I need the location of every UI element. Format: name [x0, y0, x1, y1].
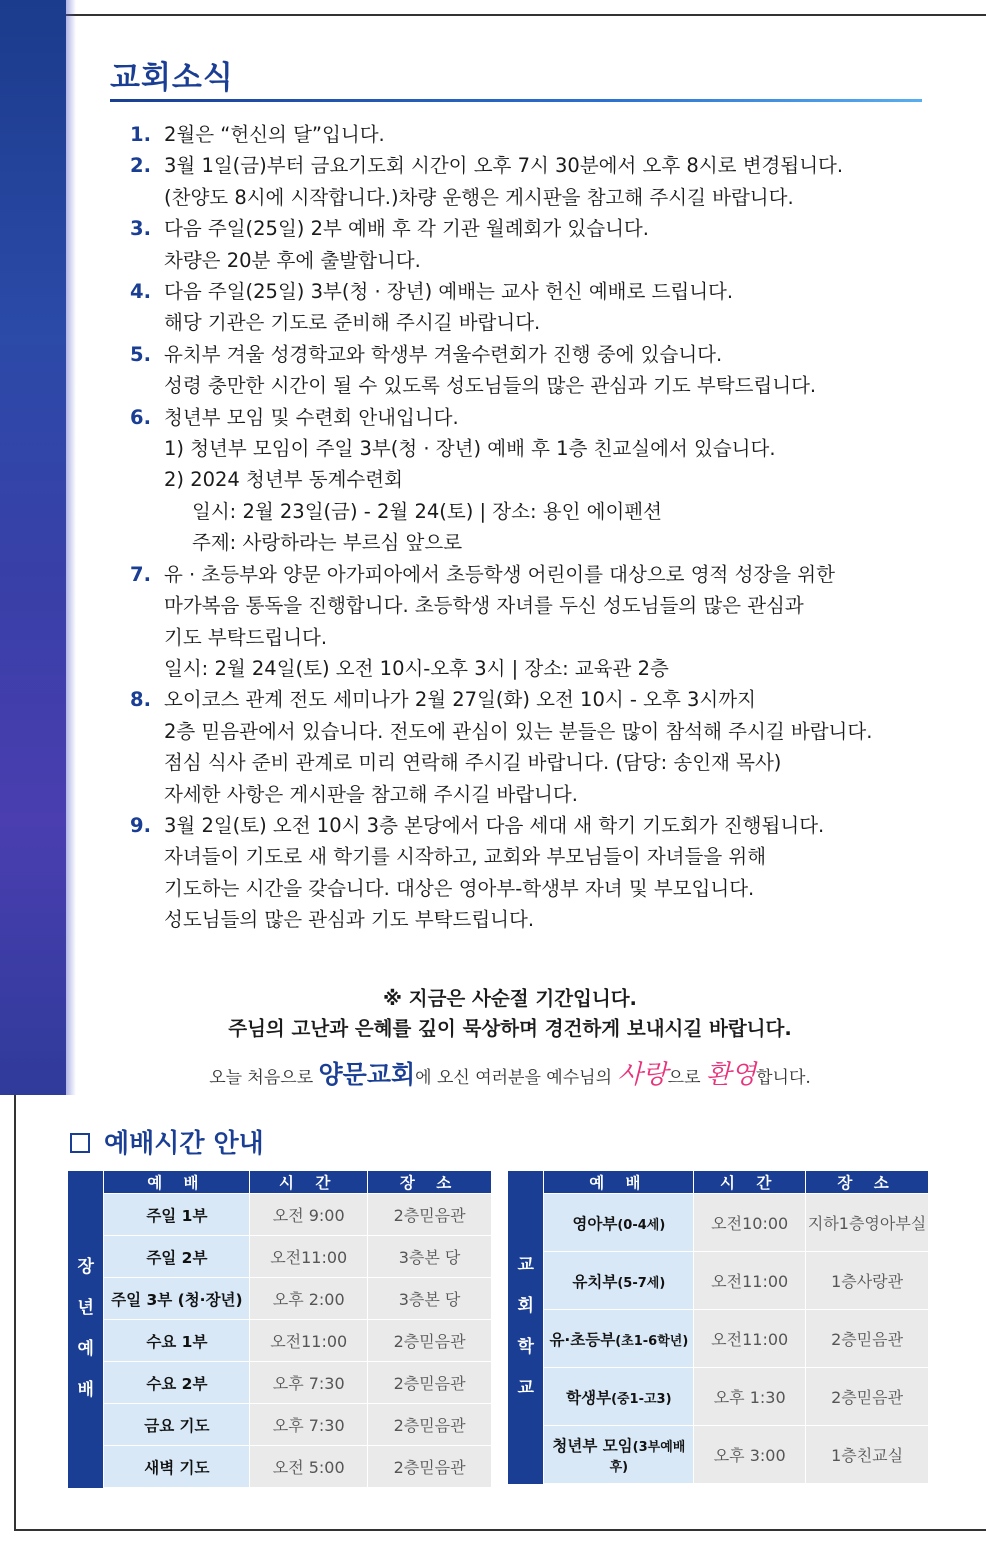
notice-line: 주님의 고난과 은혜를 깊이 묵상하며 경건하게 보내시길 바랍니다.: [228, 1017, 792, 1040]
service-place: 3층본 당: [368, 1278, 492, 1320]
service-place: 1층친교실: [806, 1426, 929, 1484]
table-row: [68, 1320, 492, 1362]
department-age: (초1-6학년): [615, 1333, 689, 1349]
department-label: 청년부 모임: [552, 1437, 633, 1455]
news-title: 교회소식: [110, 60, 234, 96]
service-place: 2층믿음관: [368, 1320, 492, 1362]
square-bullet-icon: [70, 1133, 90, 1153]
service-place: 2층믿음관: [806, 1368, 929, 1426]
group-label-char: 장: [77, 1257, 94, 1277]
item-line: 유치부 겨울 성경학교와 학생부 겨울수련회가 진행 중에 있습니다.: [164, 342, 723, 366]
school-service-table: [508, 1170, 929, 1484]
department-age: (중1-고3): [611, 1391, 672, 1407]
item-line: 청년부 모임 및 수련회 안내입니다.: [164, 405, 459, 429]
item-number: 8.: [130, 688, 151, 712]
table-row: [68, 1236, 492, 1278]
service-place: 2층믿음관: [368, 1446, 492, 1488]
item-line: 점심 식사 준비 관계로 미리 연락해 주시길 바랍니다. (담당: 송인재 목사): [164, 751, 782, 775]
news-item: [130, 119, 930, 150]
item-number: 6.: [130, 405, 151, 429]
service-place: 지하1층영아부실: [806, 1194, 929, 1252]
item-number: 4.: [130, 280, 151, 304]
department-label: 학생부: [566, 1388, 612, 1407]
item-line: 2층 믿음관에서 있습니다. 전도에 관심이 있는 분들은 많이 참석해 주시길 바랍니다.: [164, 719, 873, 743]
service-time: 오후 7:30: [250, 1362, 368, 1404]
table-row: [508, 1426, 929, 1484]
group-label-char: 교: [517, 1378, 534, 1398]
item-line: 성도님들의 많은 관심과 기도 부탁드립니다.: [164, 908, 535, 932]
service-name: 주일 2부: [104, 1236, 250, 1278]
service-time: 오전11:00: [250, 1320, 368, 1362]
group-label-char: 회: [517, 1296, 534, 1316]
item-line: 1) 청년부 모임이 주일 3부(청 · 장년) 예배 후 1층 친교실에서 있습니다.: [164, 437, 776, 461]
news-item: [130, 559, 930, 685]
service-time: 오전 5:00: [250, 1446, 368, 1488]
table-row: [508, 1252, 929, 1310]
department-name: [544, 1426, 694, 1484]
group-label-char: 년: [77, 1298, 94, 1318]
item-line: 자세한 사항은 게시판을 참고해 주시길 바랍니다.: [164, 782, 578, 806]
item-line: (찬양도 8시에 시작합니다.)차량 운행은 게시판을 참고해 주시길 바랍니다.: [164, 185, 794, 209]
item-line: 주제: 사랑하라는 부르심 앞으로: [192, 531, 463, 555]
title-underline: [110, 99, 922, 102]
news-item: [130, 684, 930, 810]
service-name: 새벽 기도: [104, 1446, 250, 1488]
department-age: (3부예배후): [609, 1440, 686, 1475]
lent-notice: [110, 984, 910, 1044]
group-label-char: 예: [77, 1339, 94, 1359]
department-name: [544, 1252, 694, 1310]
department-label: 유치부: [572, 1272, 618, 1291]
service-time: 오전11:00: [694, 1310, 806, 1368]
item-number: 1.: [130, 123, 151, 146]
service-place: 2층믿음관: [368, 1362, 492, 1404]
news-item: [130, 150, 930, 213]
item-line: 기도하는 시간을 갖습니다. 대상은 영아부-학생부 자녀 및 부모입니다.: [164, 876, 755, 900]
department-label: 유·초등부: [549, 1330, 616, 1349]
welcome-text: 오늘 처음으로: [209, 1068, 319, 1088]
item-line: 일시: 2월 24일(토) 오전 10시-오후 3시 | 장소: 교육관 2층: [164, 656, 669, 680]
service-time: 오후 1:30: [694, 1368, 806, 1426]
schedule-title-text: 예배시간 안내: [104, 1129, 264, 1159]
item-line: 3월 2일(토) 오전 10시 3층 본당에서 다음 세대 새 학기 기도회가 진행됩니다.: [164, 813, 825, 837]
service-place: 2층믿음관: [806, 1310, 929, 1368]
service-name: 금요 기도: [104, 1404, 250, 1446]
header-place: 장 소: [806, 1171, 929, 1194]
service-place: 2층믿음관: [368, 1404, 492, 1446]
news-item: [130, 402, 930, 559]
header-service: 예 배: [104, 1171, 250, 1194]
table-row: [508, 1194, 929, 1252]
department-age: (5-7세): [617, 1275, 666, 1291]
department-age: (0-4세): [617, 1217, 666, 1233]
welcome-word: 환영: [705, 1060, 757, 1090]
item-line: 2) 2024 청년부 동계수련회: [164, 468, 403, 492]
item-line: 성령 충만한 시간이 될 수 있도록 성도님들의 많은 관심과 기도 부탁드립니다.: [164, 374, 817, 398]
adult-service-table: [68, 1170, 492, 1488]
item-line: 마가복음 통독을 진행합니다. 초등학생 자녀를 두신 성도님들의 많은 관심과: [164, 594, 804, 618]
news-list: [130, 119, 930, 936]
group-label-char: 학: [517, 1337, 534, 1357]
item-line: 일시: 2월 23일(금) - 2월 24(토) | 장소: 용인 에이펜션: [192, 499, 662, 523]
welcome-message: [110, 1054, 910, 1091]
table-row: [68, 1404, 492, 1446]
group-label-char: 배: [77, 1380, 94, 1400]
item-line: 기도 부탁드립니다.: [164, 625, 328, 649]
header-place: 장 소: [368, 1171, 492, 1194]
item-line: 3월 1일(금)부터 금요기도회 시간이 오후 7시 30분에서 오후 8시로 변경됩니다.: [164, 154, 844, 178]
item-line: 다음 주일(25일) 2부 예배 후 각 기관 월례회가 있습니다.: [164, 217, 649, 241]
service-name: 주일 3부 (청·장년): [104, 1278, 250, 1320]
service-place: 3층본 당: [368, 1236, 492, 1278]
group-label: [68, 1171, 104, 1488]
decorative-side-band: [0, 0, 66, 1095]
church-name: 양문교회: [318, 1060, 416, 1089]
item-number: 5.: [130, 342, 151, 366]
item-line: 차량은 20분 후에 출발합니다.: [164, 248, 421, 272]
item-number: 2.: [130, 154, 151, 178]
department-name: [544, 1310, 694, 1368]
item-line: 해당 기관은 기도로 준비해 주시길 바랍니다.: [164, 311, 541, 335]
item-line: 2월은 “헌신의 달”입니다.: [164, 123, 385, 146]
welcome-text: 으로: [667, 1068, 706, 1088]
service-time: 오전10:00: [694, 1194, 806, 1252]
news-item: [130, 213, 930, 276]
notice-line: ※ 지금은 사순절 기간입니다.: [383, 987, 637, 1010]
table-row: [508, 1368, 929, 1426]
table-row: [68, 1362, 492, 1404]
item-number: 7.: [130, 562, 151, 586]
service-time: 오전 9:00: [250, 1194, 368, 1236]
service-time: 오전11:00: [250, 1236, 368, 1278]
group-label-char: 교: [517, 1255, 534, 1275]
service-name: 주일 1부: [104, 1194, 250, 1236]
service-time: 오후 7:30: [250, 1404, 368, 1446]
schedule-title: [70, 1123, 264, 1160]
service-name: 수요 2부: [104, 1362, 250, 1404]
header-time: 시 간: [250, 1171, 368, 1194]
header-service: 예 배: [544, 1171, 694, 1194]
table-row: [68, 1278, 492, 1320]
table-row: [508, 1310, 929, 1368]
service-place: 1층사랑관: [806, 1252, 929, 1310]
service-time: 오후 2:00: [250, 1278, 368, 1320]
department-name: [544, 1368, 694, 1426]
news-item: [130, 276, 930, 339]
item-line: 유 · 초등부와 양문 아가피아에서 초등학생 어린이를 대상으로 영적 성장을 위한: [164, 562, 835, 586]
group-label: [508, 1171, 544, 1484]
header-time: 시 간: [694, 1171, 806, 1194]
item-line: 다음 주일(25일) 3부(청 · 장년) 예배는 교사 헌신 예배로 드립니다.: [164, 280, 734, 304]
news-item: [130, 339, 930, 402]
service-name: 수요 1부: [104, 1320, 250, 1362]
department-name: [544, 1194, 694, 1252]
item-number: 3.: [130, 217, 151, 241]
news-item: [130, 810, 930, 936]
welcome-text: 에 오신 여러분을 예수님의: [415, 1068, 618, 1088]
service-time: 오후 3:00: [694, 1426, 806, 1484]
service-place: 2층믿음관: [368, 1194, 492, 1236]
item-number: 9.: [130, 813, 151, 837]
table-row: [68, 1194, 492, 1236]
love-word: 사랑: [617, 1060, 668, 1090]
welcome-text: 합니다.: [756, 1068, 811, 1088]
table-row: [68, 1446, 492, 1488]
service-time: 오전11:00: [694, 1252, 806, 1310]
department-label: 영아부: [572, 1214, 618, 1233]
item-line: 자녀들이 기도로 새 학기를 시작하고, 교회와 부모님들이 자녀들을 위해: [164, 845, 767, 869]
item-line: 오이코스 관계 전도 세미나가 2월 27일(화) 오전 10시 - 오후 3시까지: [164, 688, 756, 712]
